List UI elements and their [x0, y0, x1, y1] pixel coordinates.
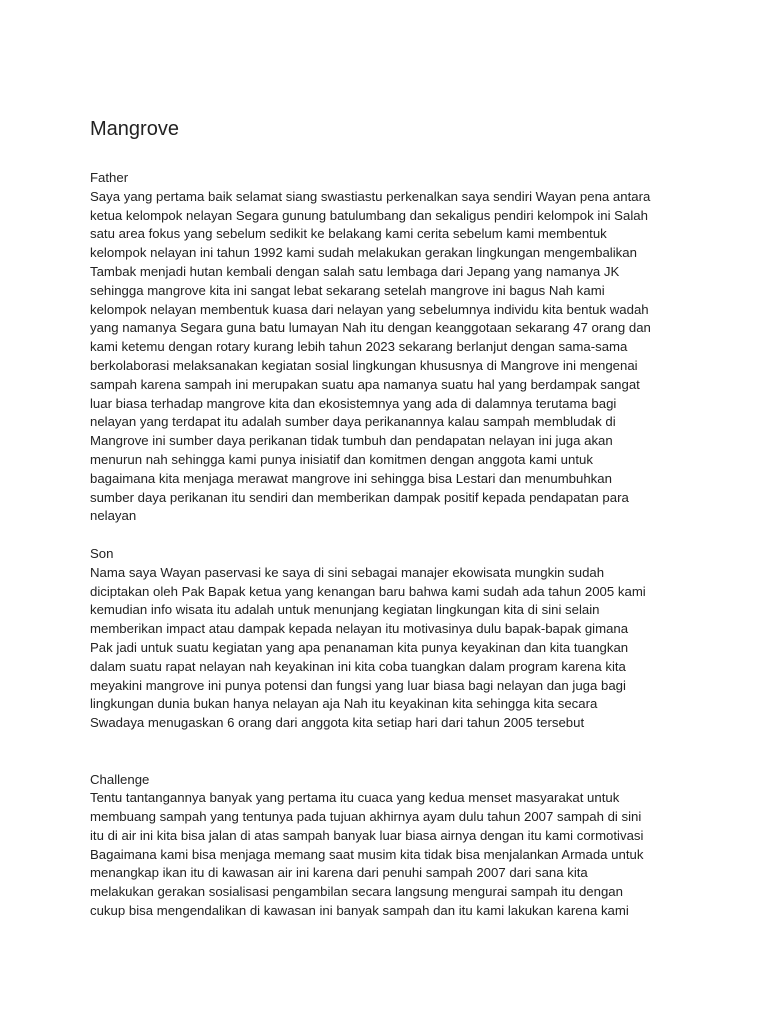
body-line: sehingga mangrove kita ini sangat lebat sekarang setelah mangrove ini bagus Nah kami — [90, 282, 605, 298]
body-line: luar biasa terhadap mangrove kita dan ekosistemnya yang ada di dalamnya terutama bagi — [90, 395, 617, 411]
body-line: menurun nah sehingga kami punya inisiatif dan komitmen dengan anggota kami untuk — [90, 451, 593, 467]
body-line: cukup bisa mengendalikan di kawasan ini banyak sampah dan itu kami lakukan karena kami — [90, 903, 629, 919]
body-line: Pak jadi untuk suatu kegiatan yang apa penanaman kita punya keyakinan dan kita tuangkan — [90, 639, 629, 655]
body-line: dalam suatu rapat nelayan nah keyakinan ini kita coba tuangkan dalam program karena kita — [90, 658, 626, 674]
body-line: sumber daya perikanan itu sendiri dan memberikan dampak positif kepada pendapatan para — [90, 489, 629, 505]
body-line: Tambak menjadi hutan kembali dengan salah satu lembaga dari Jepang yang namanya JK — [90, 263, 620, 279]
body-line: ketua kelompok nelayan Segara gunung batulumbang dan sekaligus pendiri kelompok ini Salah — [90, 207, 648, 223]
body-line: kelompok nelayan ini tahun 1992 kami sudah melakukan gerakan lingkungan mengembalikan — [90, 245, 637, 261]
body-line: bagaimana kita menjaga merawat mangrove ini sehingga bisa Lestari dan menumbuhkan — [90, 470, 612, 486]
body-line: diciptakan oleh Pak Bapak ketua yang kenangan baru bahwa kami sudah ada tahun 2005 kami — [90, 583, 646, 599]
body-line: Tentu tantangannya banyak yang pertama itu cuaca yang kedua menset masyarakat untuk — [90, 790, 620, 806]
section-father — [90, 169, 690, 526]
body-line: satu area fokus yang sebelum sedikit ke belakang kami cerita sebelum kami membentuk — [90, 226, 607, 242]
section-body — [90, 564, 690, 733]
section-son — [90, 545, 690, 733]
section-body — [90, 789, 690, 921]
body-line: Nama saya Wayan paservasi ke saya di sini sebagai manajer ekowisata mungkin sudah — [90, 564, 605, 580]
body-line: lingkungan dunia bukan hanya nelayan aja Nah itu keyakinan kita sehingga kita secara — [90, 696, 598, 712]
body-line: yang namanya Segara guna batu lumayan Nah itu dengan keanggotaan sekarang 47 orang dan — [90, 320, 651, 336]
section-label: Challenge — [90, 771, 150, 787]
body-line: menangkap ikan itu di kawasan air ini karena dari penuhi sampah 2007 dari sana kita — [90, 865, 588, 881]
body-line: Saya yang pertama baik selamat siang swastiastu perkenalkan saya sendiri Wayan pena antara — [90, 188, 651, 204]
body-line: Mangrove ini sumber daya perikanan tidak tumbuh dan pendapatan nelayan ini juga akan — [90, 433, 613, 449]
paragraph-gap — [90, 733, 690, 771]
section-challenge — [90, 771, 690, 921]
section-label: Father — [90, 170, 129, 185]
body-line: kemudian info wisata itu adalah untuk menunjang kegiatan lingkungan kita di sini selain — [90, 602, 600, 618]
body-line: nelayan — [90, 508, 137, 524]
body-line: meyakini mangrove ini punya potensi dan fungsi yang luar biasa bagi nelayan dan juga bagi — [90, 677, 626, 693]
document-page — [90, 115, 690, 921]
section-label: Son — [90, 545, 114, 561]
paragraph-gap — [90, 526, 690, 545]
body-line: sampah karena sampah ini merupakan suatu apa namanya suatu hal yang berdampak sangat — [90, 376, 640, 392]
body-line: Swadaya menugaskan 6 orang dari anggota kita setiap hari dari tahun 2005 tersebut — [90, 715, 585, 731]
body-line: itu di air ini kita bisa jalan di atas sampah banyak luar biasa airnya dengan itu kami cormotivasi — [90, 827, 644, 843]
body-line: membuang sampah yang tentunya pada tujuan akhirnya ayam dulu tahun 2007 sampah di sini — [90, 809, 642, 825]
body-line: nelayan yang terdapat itu adalah sumber daya perikanannya kalau sampah membludak di — [90, 414, 616, 430]
section-body — [90, 188, 690, 526]
body-line: memberikan impact atau dampak kepada nelayan itu motivasinya dulu bapak-bapak gimana — [90, 621, 629, 637]
document-title: Mangrove — [90, 118, 179, 140]
body-line: kami ketemu dengan rotary kurang lebih tahun 2023 sekarang berlanjut dengan sama-sama — [90, 339, 628, 355]
body-line: berkolaborasi melaksanakan kegiatan sosial lingkungan khususnya di Mangrove ini mengenai — [90, 357, 638, 373]
body-line: kelompok nelayan membentuk kuasa dari nelayan yang sebelumnya individu kita bentuk wadah — [90, 301, 649, 317]
body-line: melakukan gerakan sosialisasi pengambilan secara langsung mengurai sampah itu dengan — [90, 884, 623, 900]
body-line: Bagaimana kami bisa menjaga memang saat musim kita tidak bisa menjalankan Armada untuk — [90, 846, 644, 862]
